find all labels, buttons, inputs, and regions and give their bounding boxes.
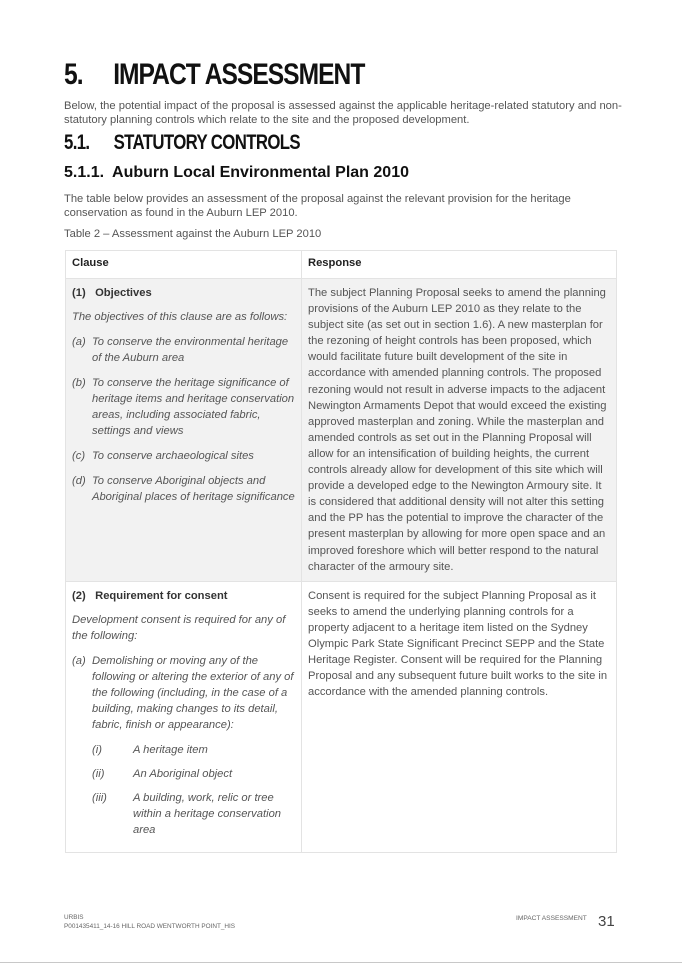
clause-cell	[66, 581, 302, 852]
clause-item: (a) To conserve the environmental heritage of the Auburn area	[72, 336, 289, 364]
clause-item: (a) Demolishing or moving any of the following or altering the exterior of any of the following (including, in the case of a building, making changes to its detail, fabric, finish or appearance):	[72, 654, 294, 731]
clause-item: (b) To conserve the heritage significance of heritage items and heritage conservation areas, including associated fabric, settings and views	[72, 377, 295, 437]
clause-item: (d) To conserve Aboriginal objects and Aboriginal places of heritage significance	[72, 475, 295, 503]
response-cell	[302, 279, 617, 582]
page-bottom-divider	[0, 962, 682, 963]
footer-section: IMPACT ASSESSMENT	[516, 915, 587, 922]
response-cell	[302, 581, 617, 852]
sub-subsection-heading	[64, 164, 409, 182]
clause-cell	[66, 279, 302, 582]
table-caption: Table 2 – Assessment against the Auburn LEP 2010	[64, 228, 322, 240]
subsection-heading	[64, 131, 300, 155]
subsection-number: 5.1.	[64, 131, 90, 154]
table-header-row	[66, 251, 617, 279]
column-header-clause: Clause	[66, 251, 302, 279]
table-row	[66, 279, 617, 582]
column-header-response: Response	[302, 251, 617, 279]
clause-subitem: (i) A heritage item	[92, 743, 208, 756]
footer-project: P001435411_14-16 HILL ROAD WENTWORTH POINT_HIS	[64, 923, 236, 930]
clause-lead: The objectives of this clause are as follows:	[72, 311, 288, 323]
section-heading	[64, 58, 364, 92]
response-text: Consent is required for the subject Planning Proposal as it seeks to amend the underlying planning controls for a property adjacent to a heritage item listed on the Sydney Olympic Park State Significant Precinct SEPP and the State Heritage Register. Consent will be required for the Planning Proposal and any subsequent future built works to the site in accordance with the amended planning controls.	[308, 589, 608, 699]
table-intro-paragraph: The table below provides an assessment of the proposal against the relevant provision for the heritage conservation as found in the Auburn LEP 2010.	[64, 193, 571, 219]
clause-subitem: (ii) An Aboriginal object	[92, 767, 233, 780]
section-title: IMPACT ASSESSMENT	[113, 58, 365, 91]
sub-subsection-title: Auburn Local Environmental Plan 2010	[112, 164, 409, 181]
subsection-title: STATUTORY CONTROLS	[113, 131, 300, 154]
intro-paragraph: Below, the potential impact of the proposal is assessed against the applicable heritage-related statutory and non-statutory planning controls which relate to the site and the proposed development.	[64, 100, 622, 126]
clause-lead: Development consent is required for any of the following:	[72, 613, 286, 642]
section-number: 5.	[64, 58, 83, 91]
clause-title: (2) Requirement for consent	[72, 589, 228, 602]
clause-subitem: (iii) A building, work, relic or tree within a heritage conservation area	[92, 791, 282, 836]
assessment-table	[65, 250, 617, 853]
page-number: 31	[598, 913, 615, 930]
sub-subsection-number: 5.1.1.	[64, 164, 105, 181]
table-row	[66, 581, 617, 852]
response-text: The subject Planning Proposal seeks to amend the planning provisions of the Auburn LEP 2010 as they relate to the subject site (as set out in section 1.6). A new masterplan for the rezoning of height controls has been proposed, which would facilitate future built development of the site in accordance with amended planning controls. The proposed rezoning would not result in adverse impacts to the adjacent Newington Armaments Depot that would exceed the existing approved masterplan and zoning. While the masterplan and amended controls as set out in the Planning Proposal will allow for an intensification of building heights, the current controls already allow for development of this site which will provide a developed edge to the Newington Armoury site. It is considered that additional density will not alter this setting and the PP has the potential to improve the character of the present masterplan by allowing for more open space and an improved foreshore which will better respond to the natural character of the armoury site.	[308, 287, 607, 573]
footer-company: URBIS	[64, 914, 84, 921]
clause-title: (1) Objectives	[72, 287, 152, 299]
footer-left	[64, 913, 235, 931]
clause-item: (c) To conserve archaeological sites	[72, 450, 254, 462]
